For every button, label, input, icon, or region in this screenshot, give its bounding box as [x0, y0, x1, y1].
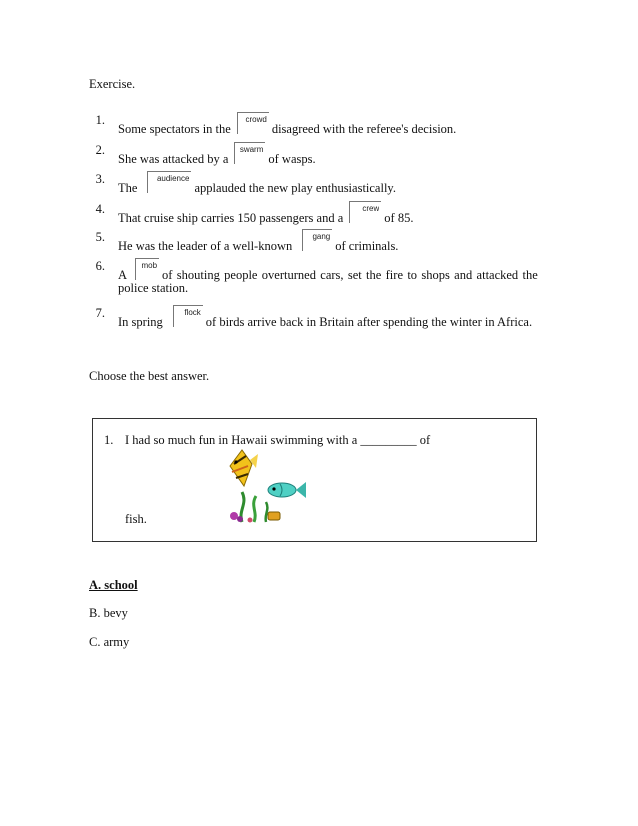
- item-number: 6.: [95, 259, 105, 273]
- fish-clipart-icon: [222, 446, 308, 524]
- item-text-after: disagreed with the referee's decision.: [271, 122, 457, 136]
- answer-value: flock: [184, 308, 201, 317]
- answer-field-7[interactable]: [173, 305, 203, 327]
- option-c[interactable]: C. army: [89, 635, 130, 649]
- item-continuation: police station.: [118, 281, 189, 295]
- answer-value: swarm: [239, 145, 264, 154]
- choose-heading: Choose the best answer.: [89, 369, 210, 383]
- item-text-before: She was attacked by a: [118, 152, 229, 166]
- item-text-after: of birds arrive back in Britain after spending the winter in Africa.: [205, 315, 533, 329]
- item-text-before: That cruise ship carries 150 passengers and a: [118, 211, 344, 225]
- item-text-before: A: [118, 268, 128, 282]
- question-text: I had so much fun in Hawaii swimming with a _________ of: [125, 433, 431, 447]
- item-number: 2.: [95, 143, 105, 157]
- item-text-after: of criminals.: [335, 239, 399, 253]
- answer-value: mob: [141, 261, 158, 270]
- item-number: 4.: [95, 202, 105, 216]
- item-number: 5.: [95, 230, 105, 244]
- answer-field-5[interactable]: [302, 229, 332, 251]
- answer-field-2[interactable]: [234, 142, 265, 164]
- answer-value: audience: [156, 174, 190, 183]
- item-text-after: of wasps.: [268, 152, 316, 166]
- answer-value: crew: [362, 204, 380, 213]
- answer-field-6[interactable]: [135, 258, 159, 280]
- item-text-before: The: [118, 181, 138, 195]
- answer-value: gang: [312, 232, 331, 241]
- answer-value: crowd: [245, 115, 267, 124]
- item-number: 7.: [95, 306, 105, 320]
- item-number: 3.: [95, 172, 105, 186]
- answer-field-3[interactable]: [147, 171, 191, 193]
- option-b[interactable]: B. bevy: [89, 606, 128, 620]
- option-a[interactable]: A. school: [89, 578, 138, 592]
- item-text-before: In spring: [118, 315, 163, 329]
- item-number: 1.: [95, 113, 105, 127]
- item-text-after: applauded the new play enthusiastically.: [194, 181, 396, 195]
- item-text-before: He was the leader of a well-known: [118, 239, 293, 253]
- answer-field-4[interactable]: [349, 201, 381, 223]
- answer-field-1[interactable]: [237, 112, 269, 134]
- item-text-after: of 85.: [384, 211, 414, 225]
- question-number: 1.: [104, 433, 114, 447]
- item-text-after: of shouting people overturned cars, set the fire to shops and attacked the: [162, 268, 538, 282]
- question-continuation: fish.: [125, 512, 147, 526]
- exercise-heading: Exercise.: [89, 77, 136, 91]
- item-text-before: Some spectators in the: [118, 122, 231, 136]
